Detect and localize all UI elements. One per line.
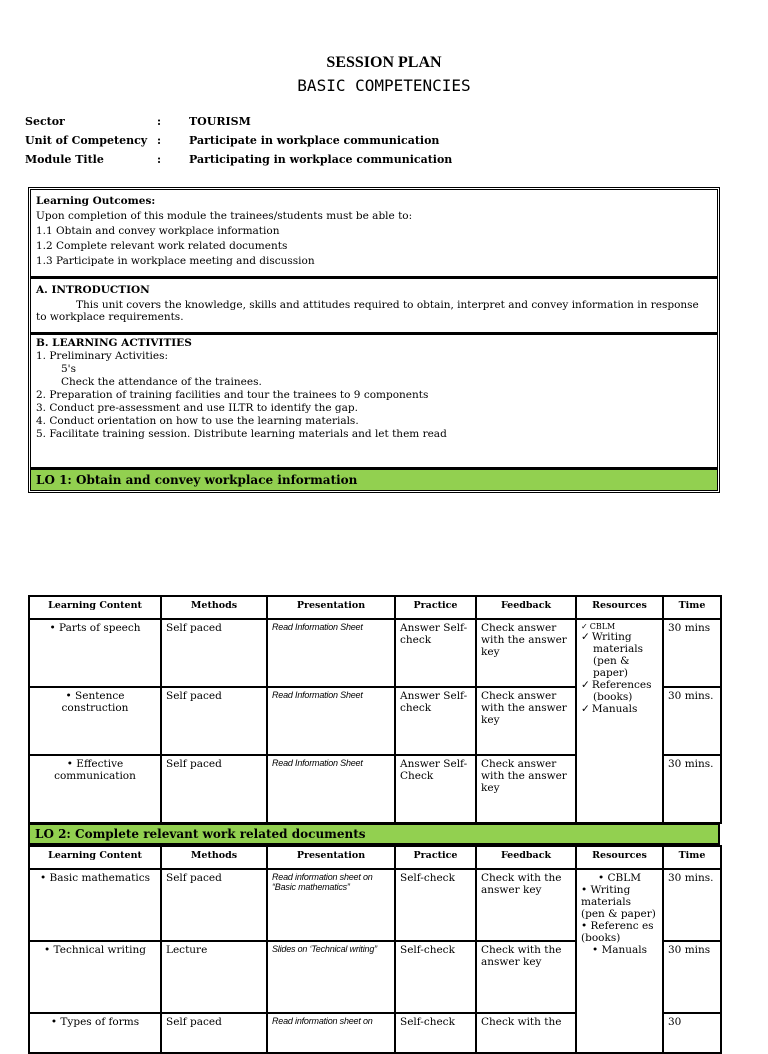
activity-line: Check the attendance of the trainees. <box>61 376 262 388</box>
page-subtitle: BASIC COMPETENCIES <box>297 76 471 95</box>
page-title: SESSION PLAN <box>326 54 442 71</box>
practice-cell: Self-check <box>395 941 476 1013</box>
presentation-cell: Read Information Sheet <box>267 619 395 687</box>
header-cell: Presentation <box>267 846 395 869</box>
meta-value: TOURISM <box>189 115 251 128</box>
header-cell: Presentation <box>267 596 395 619</box>
header-cell: Feedback <box>476 596 576 619</box>
presentation-cell: Read Information Sheet <box>267 687 395 755</box>
feedback-cell: Check with the answer key <box>476 941 576 1013</box>
header-cell: Practice <box>395 846 476 869</box>
practice-cell: Answer Self-Check <box>395 755 476 823</box>
presentation-cell: Slides on ‘Technical writing” <box>267 941 395 1013</box>
presentation-cell: Read information sheet on “Basic mathematics” <box>267 869 395 941</box>
header-cell: Resources <box>576 846 663 869</box>
table-row <box>29 869 721 941</box>
meta-colon: : <box>157 134 162 147</box>
presentation-cell: Read Information Sheet <box>267 755 395 823</box>
time-cell: 30 mins. <box>663 687 721 755</box>
lo2-table <box>28 845 722 1054</box>
meta-value: Participate in workplace communication <box>189 134 440 147</box>
header-cell: Learning Content <box>29 846 161 869</box>
introduction-text: This unit covers the knowledge, skills and attitudes required to obtain, interpret and convey information in response to workplace requirements. <box>36 299 699 323</box>
header-cell: Methods <box>161 846 267 869</box>
header-cell: Practice <box>395 596 476 619</box>
method-cell: Self paced <box>161 755 267 823</box>
resource-text: Manuals <box>601 944 648 956</box>
feedback-cell: Check with the <box>476 1013 576 1053</box>
content-text: Types of forms <box>60 1016 140 1028</box>
header-row <box>29 846 721 869</box>
method-cell: Lecture <box>161 941 267 1013</box>
practice-cell: Answer Self-check <box>395 619 476 687</box>
content-text: Parts of speech <box>58 622 141 634</box>
lo2-banner: LO 2: Complete relevant work related documents <box>28 823 720 845</box>
meta-colon: : <box>157 115 162 128</box>
overview-box <box>28 187 720 493</box>
meta-sector <box>25 115 251 128</box>
practice-cell: Self-check <box>395 1013 476 1053</box>
method-cell: Self paced <box>161 619 267 687</box>
meta-module <box>25 153 452 166</box>
resource-item: ✓ Manuals <box>593 703 658 715</box>
meta-key: Module Title <box>25 153 104 166</box>
resource-text: CBLM <box>607 872 641 884</box>
activity-line: 3. Conduct pre-assessment and use ILTR to identify the gap. <box>36 402 358 414</box>
learning-outcomes-section <box>31 190 717 276</box>
table-row <box>29 619 721 687</box>
outcome-item: 1.1 Obtain and convey workplace information <box>36 225 280 237</box>
lo1-banner: LO 1: Obtain and convey workplace information <box>31 467 717 490</box>
header-row <box>29 596 721 619</box>
outcomes-intro: Upon completion of this module the trainees/students must be able to: <box>36 210 413 222</box>
meta-colon: : <box>157 153 162 166</box>
header-cell: Methods <box>161 596 267 619</box>
time-cell: 30 mins <box>663 941 721 1013</box>
time-cell: 30 mins <box>663 619 721 687</box>
introduction-heading: A. INTRODUCTION <box>36 284 150 296</box>
activity-line: 4. Conduct orientation on how to use the learning materials. <box>36 415 359 427</box>
practice-cell: Self-check <box>395 869 476 941</box>
activity-line: 2. Preparation of training facilities and tour the trainees to 9 components <box>36 389 429 401</box>
feedback-cell: Check with the answer key <box>476 869 576 941</box>
resource-text: Writing materials (pen & paper) <box>581 884 656 920</box>
activity-line: 1. Preliminary Activities: <box>36 350 169 362</box>
time-cell: 30 mins. <box>663 755 721 823</box>
content-cell: • Sentence construction <box>29 687 161 755</box>
feedback-cell: Check answer with the answer key <box>476 619 576 687</box>
activity-line: 5. Facilitate training session. Distribute learning materials and let them read <box>36 428 447 440</box>
method-cell: Self paced <box>161 687 267 755</box>
activity-line: 5's <box>61 363 76 375</box>
header-cell: Time <box>663 846 721 869</box>
method-cell: Self paced <box>161 1013 267 1053</box>
header-cell: Resources <box>576 596 663 619</box>
content-cell: • Technical writing <box>29 941 161 1013</box>
content-text: Basic mathematics <box>49 872 150 884</box>
meta-key: Sector <box>25 115 65 128</box>
resource-item: ✓ References (books) <box>593 679 658 703</box>
outcomes-heading: Learning Outcomes: <box>36 195 156 207</box>
content-cell: • Types of forms <box>29 1013 161 1053</box>
content-text: Effective communication <box>54 758 136 782</box>
header-cell: Feedback <box>476 846 576 869</box>
resource-item: ✓ Writing materials (pen & paper) <box>593 631 658 679</box>
content-text: Technical writing <box>53 944 146 956</box>
introduction-section <box>31 276 717 332</box>
meta-value: Participating in workplace communication <box>189 153 453 166</box>
resource-item: • Manuals <box>591 944 648 956</box>
resource-item: ✓ CBLM <box>593 622 658 631</box>
practice-cell: Answer Self-check <box>395 687 476 755</box>
feedback-cell: Check answer with the answer key <box>476 755 576 823</box>
header-cell: Learning Content <box>29 596 161 619</box>
resource-text: Referenc es (books) <box>581 920 654 944</box>
feedback-cell: Check answer with the answer key <box>476 687 576 755</box>
content-cell: • Basic mathematics <box>29 869 161 941</box>
presentation-cell: Read information sheet on <box>267 1013 395 1053</box>
lo1-table <box>28 595 722 824</box>
resources-cell <box>576 619 663 823</box>
content-cell: • Effective communication <box>29 755 161 823</box>
outcome-item: 1.2 Complete relevant work related documents <box>36 240 288 252</box>
activities-heading: B. LEARNING ACTIVITIES <box>36 337 192 349</box>
content-cell: • Parts of speech <box>29 619 161 687</box>
outcome-item: 1.3 Participate in workplace meeting and discussion <box>36 255 315 267</box>
method-cell: Self paced <box>161 869 267 941</box>
learning-activities-section <box>31 332 717 467</box>
resource-item: • Writing materials (pen & paper) <box>581 884 656 920</box>
meta-unit <box>25 134 439 147</box>
content-text: Sentence construction <box>61 690 129 714</box>
meta-key: Unit of Competency <box>25 134 148 147</box>
time-cell: 30 mins. <box>663 869 721 941</box>
resources-cell <box>576 869 663 1053</box>
resource-item: • CBLM <box>597 872 641 884</box>
resource-item: • Referenc es (books) <box>581 920 654 944</box>
resources-list <box>581 622 658 715</box>
time-cell: 30 <box>663 1013 721 1053</box>
header-cell: Time <box>663 596 721 619</box>
